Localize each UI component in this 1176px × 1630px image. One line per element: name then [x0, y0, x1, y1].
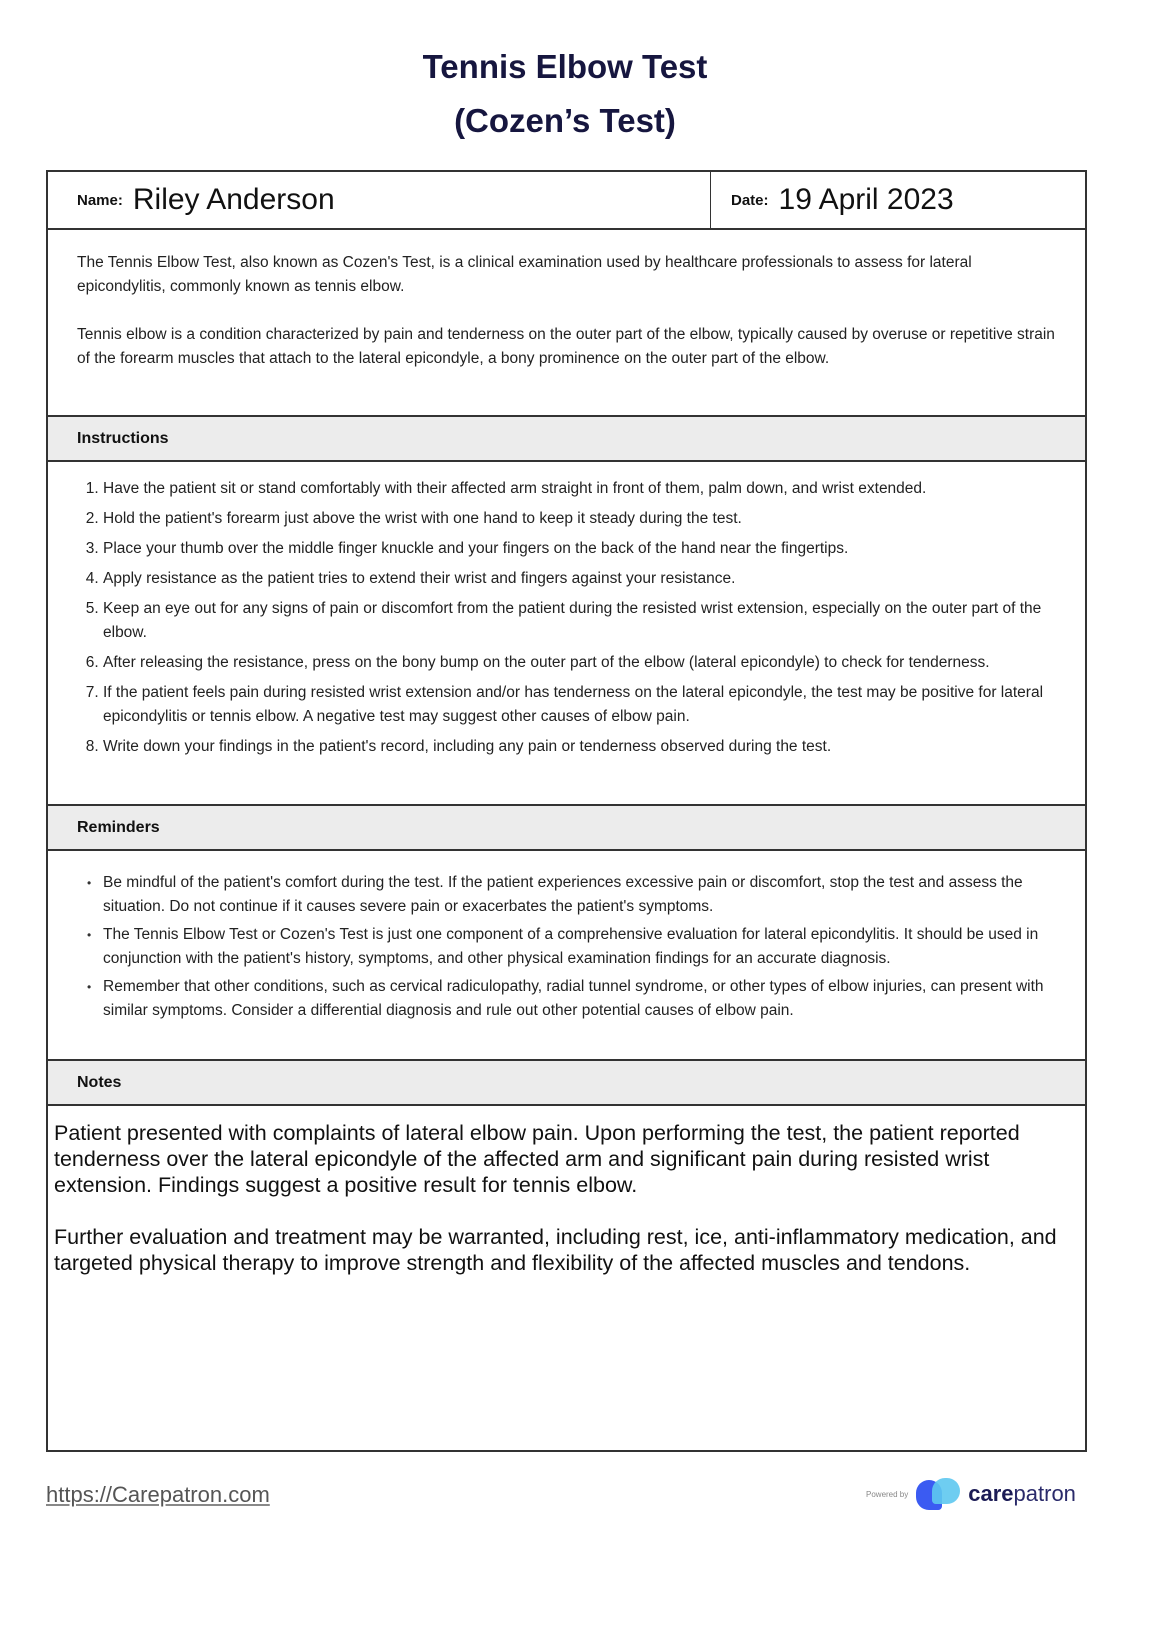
intro-section [48, 228, 1085, 415]
reminders-heading: Reminders [48, 804, 1085, 851]
instruction-item: 2. Hold the patient's forearm just above the wrist with one hand to keep it steady during the test. [103, 507, 1056, 531]
instruction-item: 1. Have the patient sit or stand comfortably with their affected arm straight in front of them, palm down, and wrist extended. [103, 477, 1056, 501]
intro-paragraph: The Tennis Elbow Test, also known as Cozen's Test, is a clinical examination used by healthcare professionals to assess for lateral epicondylitis, commonly known as tennis elbow. [77, 254, 972, 295]
reminders-list [77, 871, 1056, 1023]
notes-field[interactable] [48, 1106, 1085, 1450]
carepatron-logo-icon [916, 1478, 962, 1510]
carepatron-website-link[interactable]: https://Carepatron.com [46, 1482, 270, 1507]
name-label: Name: [77, 191, 123, 209]
date-value: 19 April 2023 [778, 183, 954, 216]
date-label: Date: [731, 191, 769, 209]
instruction-item: 6. After releasing the resistance, press on the bony bump on the outer part of the elbow (lateral epicondyle) to check for tenderness. [103, 651, 1056, 675]
intro-paragraph: Tennis elbow is a condition characterized by pain and tenderness on the outer part of the elbow, typically caused by overuse or repetitive strain of the forearm muscles that attach to the lateral epicondyle, a bony prominence on the outer part of the elbow. [77, 326, 1055, 367]
reminder-item: • Be mindful of the patient's comfort during the test. If the patient experiences excessive pain or discomfort, stop the test and assess the situation. Do not continue if it causes severe pain or exacerbates the patient's symptoms. [103, 871, 1056, 919]
brand-light: patron [1013, 1481, 1076, 1506]
document-title: Tennis Elbow Test [422, 48, 708, 85]
instruction-item: 7. If the patient feels pain during resisted wrist extension and/or has tenderness on the lateral epicondyle, the test may be positive for lateral epicondylitis or tennis elbow. A negative test may suggest other causes of elbow pain. [103, 681, 1056, 729]
form-container [46, 170, 1087, 1452]
instruction-item: 3. Place your thumb over the middle finger knuckle and your fingers on the back of the hand near the fingertips. [103, 537, 1056, 561]
reminder-item: • The Tennis Elbow Test or Cozen's Test is just one component of a comprehensive evaluation for lateral epicondylitis. It should be used in conjunction with the patient's history, symptoms, and other physical examination findings for an accurate diagnosis. [103, 923, 1056, 971]
instruction-item: 4. Apply resistance as the patient tries to extend their wrist and fingers against your resistance. [103, 567, 1056, 591]
document-subtitle: (Cozen’s Test) [454, 102, 676, 139]
notes-heading: Notes [48, 1059, 1085, 1106]
notes-paragraph: Further evaluation and treatment may be warranted, including rest, ice, anti-inflammatory medication, and targeted physical therapy to improve strength and flexibility of the affected muscles and tendons. [54, 1225, 1057, 1275]
powered-by-carepatron[interactable] [866, 1476, 1076, 1512]
instruction-item: 5. Keep an eye out for any signs of pain or discomfort from the patient during the resisted wrist extension, especially on the outer part of the elbow. [103, 597, 1056, 645]
notes-paragraph: Patient presented with complaints of lateral elbow pain. Upon performing the test, the patient reported tenderness over the lateral epicondyle of the affected arm and significant pain during resisted wrist extension. Findings suggest a positive result for tennis elbow. [54, 1121, 1020, 1197]
reminders-section [48, 851, 1085, 1059]
carepatron-wordmark [968, 1481, 1076, 1507]
instructions-list [77, 477, 1056, 759]
name-field[interactable] [48, 172, 711, 228]
brand-bold: care [968, 1481, 1014, 1506]
date-field[interactable] [711, 172, 1085, 228]
instructions-section [48, 462, 1085, 804]
patient-info-row [48, 172, 1085, 228]
instruction-item: 8. Write down your findings in the patient's record, including any pain or tenderness observed during the test. [103, 735, 1056, 759]
powered-by-label: Powered by [866, 1489, 909, 1499]
reminder-item: • Remember that other conditions, such as cervical radiculopathy, radial tunnel syndrome, or other types of elbow injuries, can present with similar symptoms. Consider a differential diagnosis and rule out other potential causes of elbow pain. [103, 975, 1056, 1023]
name-value: Riley Anderson [132, 183, 335, 216]
instructions-heading: Instructions [48, 415, 1085, 462]
